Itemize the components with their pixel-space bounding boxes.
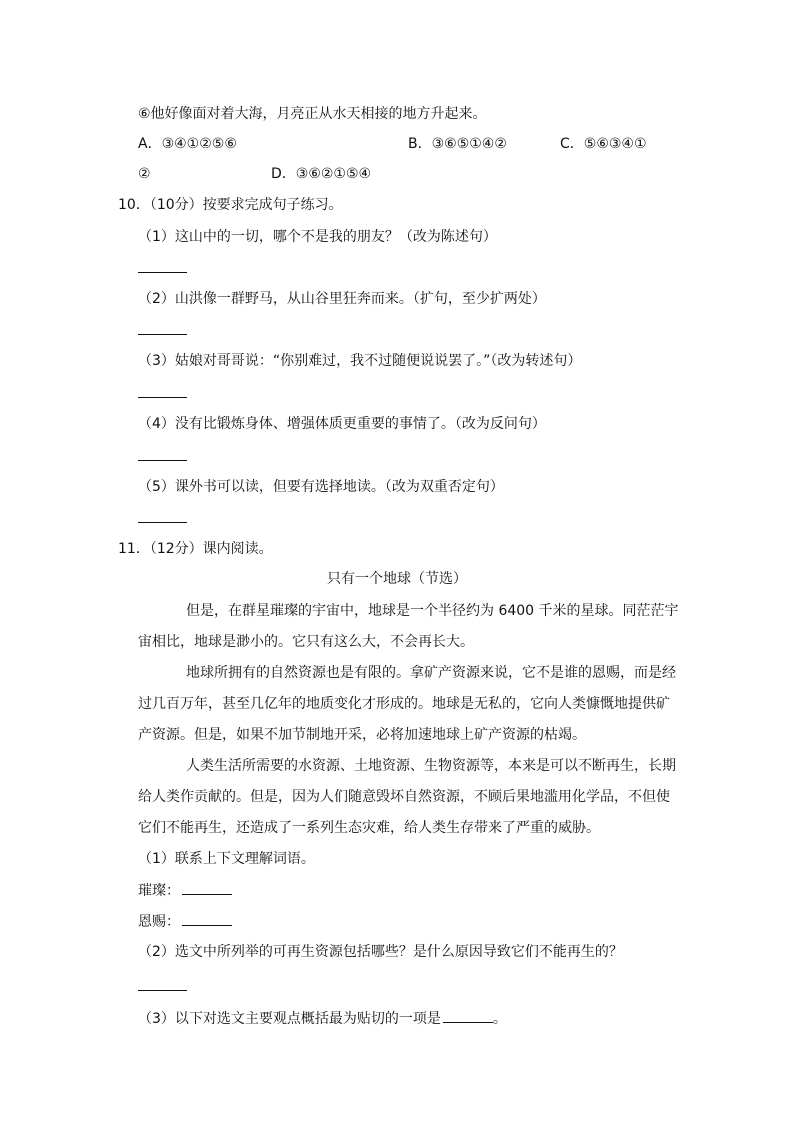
q10-answer-blank-2[interactable]	[138, 334, 187, 335]
q10-item-2: （2）山洪像一群野马，从山谷里狂奔而来。（扩句，至少扩两处）	[138, 291, 546, 307]
q11-sub-question-3-row	[138, 1008, 507, 1029]
passage-p3-line-3: 它们不能再生，还造成了一系列生态灾难，给人类生存带来了严重的威胁。	[138, 820, 600, 836]
q11-header: 11．（12分）课内阅读。	[118, 541, 273, 557]
passage-title: 只有一个地球（节选）	[327, 571, 467, 587]
passage-p3-line-2: 给人类作贡献的。但是，因为人们随意毁坏自然资源，不顾后果地滥用化学品，不但使	[138, 789, 670, 805]
q11-word-2-row	[138, 911, 232, 932]
q10-item-4: （4）没有比锻炼身体、增强体质更重要的事情了。（改为反问句）	[138, 416, 546, 432]
q10-header: 10．（10分）按要求完成句子练习。	[118, 197, 343, 213]
q10-item-3: （3）姑娘对哥哥说：“你别难过，我不过随便说说罢了。”（改为转述句）	[138, 353, 582, 369]
passage-p1-line-2: 宙相比，地球是渺小的。它只有这么大，不会再长大。	[138, 634, 474, 650]
q10-answer-blank-4[interactable]	[138, 460, 187, 461]
q11-word-1-label: 璀璨：	[138, 883, 180, 899]
q11-sub-question-3: （3）以下对选文主要观点概括最为贴切的一项是	[138, 1011, 441, 1027]
q11-sub-question-3-end: 。	[492, 1011, 507, 1027]
q9-option-c-continued: ②	[138, 166, 151, 182]
q11-word-2-label: 恩赐：	[138, 914, 180, 930]
q10-answer-blank-3[interactable]	[138, 397, 187, 398]
q11-word-2-blank[interactable]	[182, 911, 232, 926]
q9-option-b: B．③⑥⑤①④②	[408, 136, 507, 152]
q11-sub3-answer-blank[interactable]	[443, 1008, 493, 1023]
q9-option-a: A．③④①②⑤⑥	[138, 136, 237, 152]
q10-item-5: （5）课外书可以读，但要有选择地读。（改为双重否定句）	[138, 479, 504, 495]
passage-p3-line-1: 人类生活所需要的水资源、土地资源、生物资源等，本来是可以不断再生，长期	[186, 758, 676, 774]
q9-option-d: D．③⑥②①⑤④	[271, 166, 372, 182]
q10-item-1: （1）这山中的一切，哪个不是我的朋友？（改为陈述句）	[138, 229, 497, 245]
q11-sub-question-2: （2）选文中所列举的可再生资源包括哪些？是什么原因导致它们不能再生的？	[138, 944, 623, 960]
passage-p2-line-1: 地球所拥有的自然资源也是有限的。拿矿产资源来说，它不是谁的恩赐，而是经	[186, 665, 676, 681]
q10-answer-blank-1[interactable]	[138, 272, 187, 273]
q11-word-1-row	[138, 880, 232, 901]
passage-p2-line-3: 产资源。但是，如果不加节制地开采，必将加速地球上矿产资源的枯竭。	[138, 727, 586, 743]
q10-answer-blank-5[interactable]	[138, 522, 187, 523]
q11-sub2-answer-blank[interactable]	[138, 990, 187, 991]
q11-word-1-blank[interactable]	[182, 880, 232, 895]
passage-p1-line-1: 但是，在群星璀璨的宇宙中，地球是一个半径约为 6400 千米的星球。同茫茫宇	[186, 603, 679, 619]
passage-p2-line-2: 过几百万年，甚至几亿年的地质变化才形成的。地球是无私的，它向人类慷慨地提供矿	[138, 696, 670, 712]
q11-sub-question-1: （1）联系上下文理解词语。	[138, 851, 315, 867]
q9-item-6: ⑥他好像面对着大海，月亮正从水天相接的地方升起来。	[138, 106, 487, 122]
q9-option-c: C．⑤⑥③④①	[560, 136, 647, 152]
